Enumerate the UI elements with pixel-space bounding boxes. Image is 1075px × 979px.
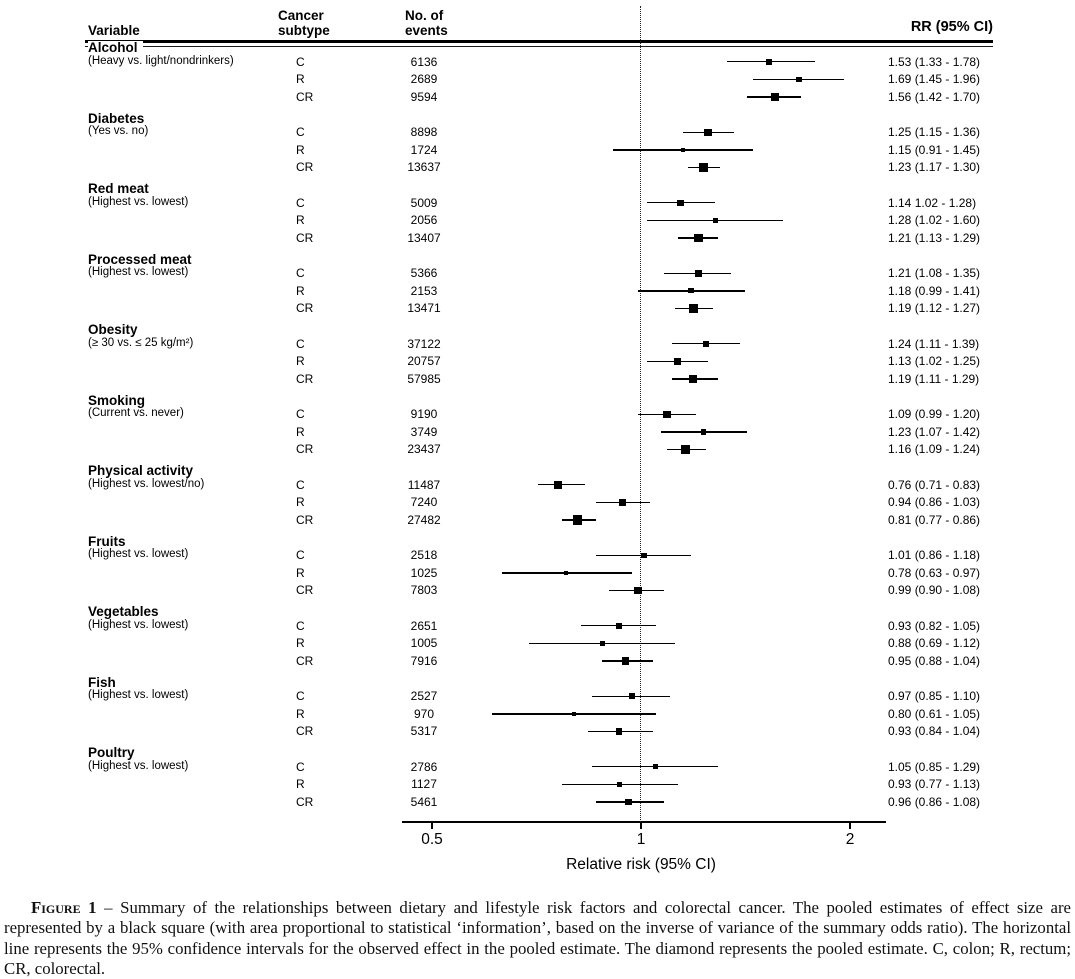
rr-ci-cell: 0.93 (0.82 - 1.05) (888, 618, 981, 633)
forest-row (85, 88, 993, 106)
cancer-subtype-cell: C (296, 618, 305, 633)
rr-ci-cell: 0.99 (0.90 - 1.08) (888, 583, 981, 598)
forest-row (85, 652, 993, 670)
rr-ci-cell: 1.18 (0.99 - 1.41) (888, 283, 981, 298)
forest-row (85, 265, 993, 283)
forest-row (85, 511, 993, 529)
events-cell: 5366 (410, 266, 438, 280)
group-title: Processed meat (88, 253, 197, 268)
point-estimate-square (625, 799, 631, 805)
cancer-subtype-cell: R (296, 636, 305, 651)
x-axis-tick-label: 0.5 (421, 831, 443, 848)
rr-ci-cell: 1.24 (1.11 - 1.39) (888, 336, 980, 351)
x-axis-tick (431, 822, 433, 829)
rr-ci-cell: 1.19 (1.12 - 1.27) (888, 301, 981, 316)
forest-row (85, 705, 993, 723)
point-estimate-square (699, 163, 709, 173)
events-cell: 2153 (410, 283, 438, 298)
events-cell: 6136 (410, 54, 438, 69)
cancer-subtype-cell: C (296, 54, 305, 69)
point-estimate-square (572, 712, 576, 716)
forest-row (85, 723, 993, 741)
group-comparison: (Highest vs. lowest) (88, 759, 189, 772)
point-estimate-square (694, 234, 703, 243)
events-cell: 7803 (410, 583, 438, 598)
forest-row (85, 212, 993, 230)
point-estimate-square (681, 148, 686, 153)
point-estimate-square (766, 59, 772, 65)
events-cell: 3749 (410, 424, 438, 439)
point-estimate-square (573, 515, 582, 524)
events-cell: 1127 (411, 777, 437, 792)
cancer-subtype-cell: R (296, 283, 305, 298)
point-estimate-square (653, 764, 658, 769)
point-estimate-square (704, 129, 712, 137)
rr-ci-cell: 0.81 (0.77 - 0.86) (888, 512, 981, 527)
events-cell: 1025 (410, 565, 438, 580)
rr-ci-cell: 1.15 (0.91 - 1.45) (888, 142, 981, 157)
rr-ci-cell: 1.09 (0.99 - 1.20) (888, 407, 981, 421)
events-cell: 2056 (410, 213, 438, 228)
group-comparison: (Highest vs. lowest) (88, 195, 189, 208)
forest-row (85, 406, 993, 424)
group-comparison: (Highest vs. lowest/no) (88, 477, 205, 490)
rr-ci-cell: 1.53 (1.33 - 1.78) (888, 54, 981, 69)
cancer-subtype-cell: R (296, 706, 305, 721)
rr-ci-cell: 1.21 (1.13 - 1.29) (888, 230, 981, 245)
rr-ci-cell: 1.69 (1.45 - 1.96) (888, 72, 981, 87)
forest-row (85, 758, 993, 776)
events-cell: 5009 (410, 195, 438, 210)
x-axis-line (402, 821, 886, 823)
col-header-no-of-events-line2: events (405, 23, 448, 38)
x-axis-tick-label: 2 (845, 831, 855, 848)
events-cell: 2651 (410, 618, 438, 633)
events-cell: 20757 (407, 354, 441, 369)
cancer-subtype-cell: R (296, 213, 305, 228)
forest-row (85, 776, 993, 794)
events-cell: 7240 (410, 495, 438, 510)
point-estimate-square (689, 375, 697, 383)
group-comparison: (Highest vs. lowest) (88, 548, 189, 560)
rr-ci-cell: 0.88 (0.69 - 1.12) (888, 636, 981, 651)
rr-ci-cell: 1.16 (1.09 - 1.24) (888, 442, 981, 457)
cancer-subtype-cell: R (296, 565, 305, 580)
rr-ci-cell: 0.80 (0.61 - 1.05) (888, 706, 981, 721)
col-header-variable: Variable (88, 23, 140, 38)
cancer-subtype-cell: R (296, 72, 305, 87)
group-title: Poultry (88, 746, 140, 761)
point-estimate-square (619, 499, 626, 506)
point-estimate-square (796, 77, 802, 83)
col-header-rr-95ci: RR (95% CI) (910, 19, 993, 35)
cancer-subtype-cell: R (296, 495, 305, 510)
forest-row (85, 423, 993, 441)
rr-ci-cell: 0.95 (0.88 - 1.04) (888, 653, 981, 668)
header-rule-thin (85, 46, 993, 47)
rr-ci-cell: 0.93 (0.77 - 1.13) (888, 777, 981, 792)
group-comparison: (Current vs. never) (88, 407, 184, 419)
col-header-cancer-subtype (278, 8, 330, 38)
point-estimate-square (616, 728, 623, 735)
events-cell: 8898 (410, 125, 438, 139)
cancer-subtype-cell: CR (296, 724, 314, 739)
rr-ci-cell: 0.94 (0.86 - 1.03) (888, 495, 981, 510)
events-cell: 1005 (410, 636, 438, 651)
rr-ci-cell: 0.76 (0.71 - 0.83) (888, 477, 981, 492)
point-estimate-square (663, 411, 670, 418)
events-cell: 57985 (407, 371, 441, 386)
col-header-cancer-subtype-line2: subtype (278, 23, 330, 38)
cancer-subtype-cell: CR (296, 653, 314, 668)
point-estimate-square (600, 641, 604, 645)
point-estimate-square (701, 429, 707, 435)
cancer-subtype-cell: CR (296, 512, 314, 527)
point-estimate-square (703, 341, 710, 348)
forest-row (85, 141, 993, 159)
point-estimate-square (641, 553, 647, 559)
group-title: Fruits (88, 535, 131, 550)
cancer-subtype-cell: CR (296, 442, 314, 457)
cancer-subtype-cell: R (296, 424, 305, 439)
group-title: Fish (88, 676, 121, 691)
point-estimate-square (771, 93, 778, 100)
cancer-subtype-cell: R (296, 777, 305, 792)
point-estimate-square (554, 481, 562, 489)
forest-row (85, 370, 993, 388)
group-title: Physical activity (88, 464, 198, 479)
cancer-subtype-cell: C (296, 689, 305, 703)
rr-ci-cell: 1.21 (1.08 - 1.35) (888, 266, 981, 280)
group-title: Obesity (88, 323, 143, 338)
events-cell: 27482 (407, 512, 441, 527)
forest-row (85, 71, 993, 89)
forest-row (85, 353, 993, 371)
figure-caption (4, 898, 1071, 979)
forest-row (85, 476, 993, 494)
col-header-no-of-events-line1: No. of (405, 8, 444, 23)
cancer-subtype-cell: CR (296, 230, 314, 245)
forest-row (85, 300, 993, 318)
forest-row (85, 494, 993, 512)
events-cell: 13471 (407, 301, 441, 316)
cancer-subtype-cell: C (296, 407, 305, 421)
events-cell: 5461 (410, 794, 438, 809)
point-estimate-square (689, 304, 698, 313)
rr-ci-cell: 1.01 (0.86 - 1.18) (888, 548, 981, 562)
events-cell: 13407 (407, 230, 441, 245)
forest-row (85, 282, 993, 300)
forest-row (85, 564, 993, 582)
cancer-subtype-cell: CR (296, 301, 314, 316)
figure-caption-label: Figure 1 (31, 898, 97, 917)
point-estimate-square (629, 693, 635, 699)
group-title: Red meat (88, 182, 154, 197)
events-cell: 970 (413, 706, 435, 721)
point-estimate-square (677, 200, 684, 207)
rr-ci-cell: 1.25 (1.15 - 1.36) (888, 125, 981, 139)
cancer-subtype-cell: CR (296, 160, 314, 175)
x-axis-title: Relative risk (95% CI) (566, 856, 716, 873)
rr-ci-cell: 1.23 (1.17 - 1.30) (888, 160, 981, 175)
cancer-subtype-cell: CR (296, 89, 314, 104)
point-estimate-square (616, 623, 622, 629)
forest-row (85, 335, 993, 353)
events-cell: 11487 (407, 477, 441, 492)
rr-ci-cell: 1.14 1.02 - 1.28) (888, 195, 977, 210)
cancer-subtype-cell: C (296, 548, 305, 562)
forest-row (85, 793, 993, 811)
group-title: Vegetables (88, 605, 164, 620)
cancer-subtype-cell: C (296, 125, 305, 139)
events-cell: 13637 (407, 160, 441, 175)
rr-ci-cell: 0.78 (0.63 - 0.97) (888, 565, 981, 580)
x-axis-tick-label: 1 (636, 831, 646, 848)
forest-row (85, 441, 993, 459)
point-estimate-square (688, 288, 693, 293)
cancer-subtype-cell: R (296, 142, 305, 157)
cancer-subtype-cell: C (296, 336, 305, 351)
col-header-cancer-subtype-line1: Cancer (278, 8, 324, 23)
events-cell: 2689 (410, 72, 438, 87)
rr-ci-cell: 1.19 (1.11 - 1.29) (888, 371, 980, 386)
rr-ci-cell: 1.56 (1.42 - 1.70) (888, 89, 981, 104)
forest-row (85, 635, 993, 653)
cancer-subtype-cell: CR (296, 583, 314, 598)
events-cell: 7916 (410, 653, 438, 668)
group-comparison: (Highest vs. lowest) (88, 689, 189, 701)
cancer-subtype-cell: C (296, 477, 305, 492)
group-comparison: (Highest vs. lowest) (88, 618, 189, 631)
forest-row (85, 124, 993, 142)
col-header-no-of-events (405, 8, 448, 38)
rr-ci-cell: 1.28 (1.02 - 1.60) (888, 213, 981, 228)
point-estimate-square (681, 445, 690, 454)
events-cell: 5317 (410, 724, 438, 739)
cancer-subtype-cell: C (296, 266, 305, 280)
events-cell: 2518 (410, 548, 438, 562)
events-cell: 9594 (410, 89, 438, 104)
cancer-subtype-cell: C (296, 195, 305, 210)
cancer-subtype-cell: C (296, 759, 305, 774)
group-comparison: (Yes vs. no) (88, 125, 149, 137)
forest-row (85, 582, 993, 600)
x-axis-tick (849, 822, 851, 829)
cancer-subtype-cell: R (296, 354, 305, 369)
group-comparison: (Highest vs. lowest) (88, 266, 189, 278)
events-cell: 1724 (410, 142, 438, 157)
events-cell: 2786 (410, 759, 438, 774)
rr-ci-cell: 0.97 (0.85 - 1.10) (888, 689, 981, 703)
forest-row (85, 229, 993, 247)
point-estimate-square (564, 571, 569, 576)
point-estimate-square (634, 587, 641, 594)
rr-ci-cell: 1.23 (1.07 - 1.42) (888, 424, 981, 439)
x-axis-tick (640, 822, 642, 829)
rr-ci-cell: 0.96 (0.86 - 1.08) (888, 794, 981, 809)
point-estimate-square (713, 218, 718, 223)
rr-ci-cell: 1.05 (0.85 - 1.29) (888, 759, 981, 774)
point-estimate-square (622, 657, 630, 665)
cancer-subtype-cell: CR (296, 794, 314, 809)
group-comparison: (≥ 30 vs. ≤ 25 kg/m²) (88, 336, 194, 349)
group-title: Diabetes (88, 112, 149, 127)
point-estimate-square (674, 358, 681, 365)
events-cell: 2527 (410, 689, 438, 703)
rr-ci-cell: 0.93 (0.84 - 1.04) (888, 724, 981, 739)
figure-caption-body: – Summary of the relationships between dietary and lifestyle risk factors and colorectal cancer. The pooled estimates of effect size are represented by a black square (with area proportional to statistical ‘information’, based on the inverse of variance of the summary odds ratio). The horizontal line represents the 95% confidence intervals for the observed effect in the pooled estimate. The diamond represents the pooled estimate. C, colon; R, rectum; CR, colorectal. (4, 898, 1071, 979)
rr-ci-cell: 1.13 (1.02 - 1.25) (888, 354, 981, 369)
point-estimate-square (617, 782, 622, 787)
events-cell: 23437 (407, 442, 441, 457)
forest-row (85, 688, 993, 706)
events-cell: 37122 (407, 336, 441, 351)
point-estimate-square (695, 270, 702, 277)
events-cell: 9190 (410, 407, 438, 421)
group-title: Smoking (88, 394, 150, 409)
cancer-subtype-cell: CR (296, 371, 314, 386)
forest-row (85, 194, 993, 212)
forest-row (85, 617, 993, 635)
group-title: Alcohol (88, 41, 143, 56)
header-rule-thick (85, 40, 993, 43)
forest-row (85, 159, 993, 177)
group-comparison: (Heavy vs. light/nondrinkers) (88, 54, 234, 67)
forest-row (85, 547, 993, 565)
